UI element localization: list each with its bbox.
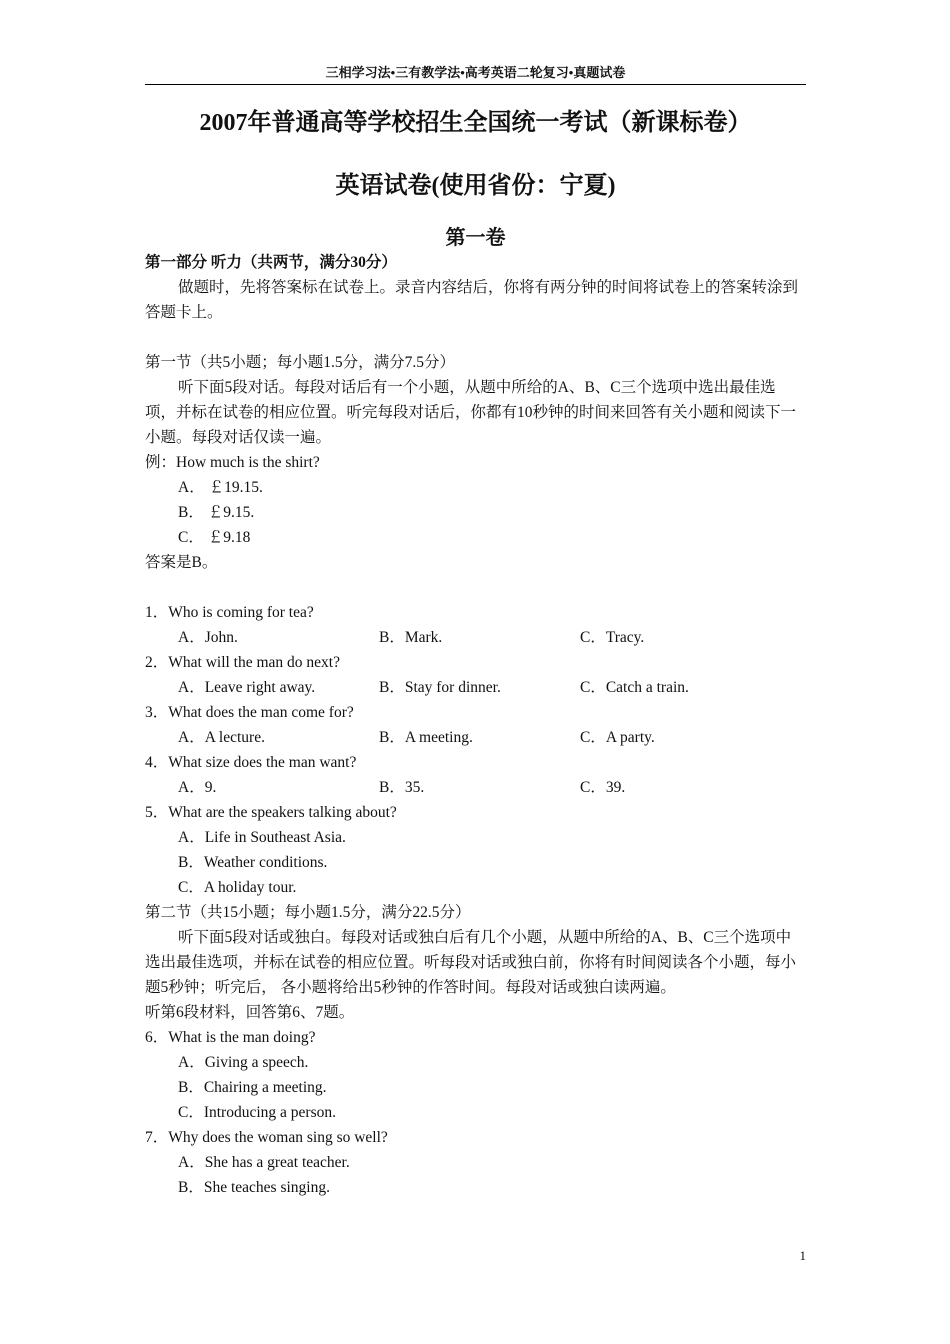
q3-option-b: B．A meeting. [379, 729, 473, 746]
page-header: 三相学习法•三有教学法•高考英语二轮复习•真题试卷 [145, 64, 806, 85]
q3-option-c: C．A party. [580, 729, 655, 746]
question-3-options [145, 725, 806, 750]
q1-option-c: C．Tracy. [580, 629, 645, 646]
section2-instructions: 听下面5段对话或独白。每段对话或独白后有几个小题，从题中所给的A、B、C三个选项中选出最佳选项，并标在试卷的相应位置。听每段对话或独白前，你将有时间阅读各个小题，每小题5秒钟；听完后， 各小题将给出5秒钟的作答时间。每段对话或独白读两遍。 [145, 929, 797, 996]
q7-option-a: A．She has a great teacher. [178, 1154, 350, 1171]
q4-option-a: A．9. [178, 779, 217, 796]
question-4: 4．What size does the man want? [145, 754, 357, 771]
q7-option-b: B．She teaches singing. [178, 1179, 330, 1196]
spacer [145, 325, 806, 350]
q2-option-c: C．Catch a train. [580, 679, 689, 696]
question-7: 7．Why does the woman sing so well? [145, 1129, 388, 1146]
section1-instructions: 听下面5段对话。每段对话后有一个小题，从题中所给的A、B、C三个选项中选出最佳选项，并标在试卷的相应位置。听完每段对话后，你都有10秒钟的时间来回答有关小题和阅读下一小题。每段对话仅读一遍。 [145, 379, 797, 446]
material-6-note: 听第6段材料，回答第6、7题。 [145, 1004, 355, 1021]
part1-intro: 做题时，先将答案标在试卷上。录音内容结后，你将有两分钟的时间将试卷上的答案转涂到答题卡上。 [145, 279, 799, 321]
question-3: 3．What does the man come for? [145, 704, 354, 721]
spacer [145, 575, 806, 600]
exam-title: 2007年普通高等学校招生全国统一考试（新课标卷） [199, 110, 752, 136]
question-5: 5．What are the speakers talking about? [145, 804, 397, 821]
q5-option-a: A．Life in Southeast Asia. [178, 829, 346, 846]
q6-option-c: C．Introducing a person. [178, 1104, 336, 1121]
example-answer: 答案是B。 [145, 554, 218, 571]
section2-heading: 第二节（共15小题；每小题1.5分，满分22.5分） [145, 904, 471, 921]
q2-option-a: A．Leave right away. [178, 679, 316, 696]
example-question: 例：How much is the shirt? [145, 454, 320, 471]
q5-option-b: B．Weather conditions. [178, 854, 328, 871]
q4-option-c: C．39. [580, 779, 626, 796]
example-option-c: C． ￡9.18 [178, 529, 251, 546]
volume-title: 第一卷 [445, 227, 506, 249]
question-1-options [145, 625, 806, 650]
q4-option-b: B．35. [379, 779, 425, 796]
question-4-options [145, 775, 806, 800]
q3-option-a: A．A lecture. [178, 729, 265, 746]
example-option-a: A． ￡19.15. [178, 479, 263, 496]
question-2-options [145, 675, 806, 700]
q5-option-c: C．A holiday tour. [178, 879, 297, 896]
q1-option-b: B．Mark. [379, 629, 443, 646]
q2-option-b: B．Stay for dinner. [379, 679, 501, 696]
example-option-b: B． ￡9.15. [178, 504, 255, 521]
question-1: 1．Who is coming for tea? [145, 604, 314, 621]
exam-body [145, 250, 806, 1200]
q1-option-a: A．John. [178, 629, 238, 646]
question-2: 2．What will the man do next? [145, 654, 340, 671]
q6-option-b: B．Chairing a meeting. [178, 1079, 327, 1096]
question-6: 6．What is the man doing? [145, 1029, 316, 1046]
section1-heading: 第一节（共5小题；每小题1.5分，满分7.5分） [145, 354, 456, 371]
part1-heading: 第一部分 听力（共两节，满分30分） [145, 254, 397, 271]
exam-subtitle: 英语试卷(使用省份：宁夏) [335, 173, 616, 199]
q6-option-a: A．Giving a speech. [178, 1054, 309, 1071]
page-number: 1 [799, 1248, 806, 1263]
